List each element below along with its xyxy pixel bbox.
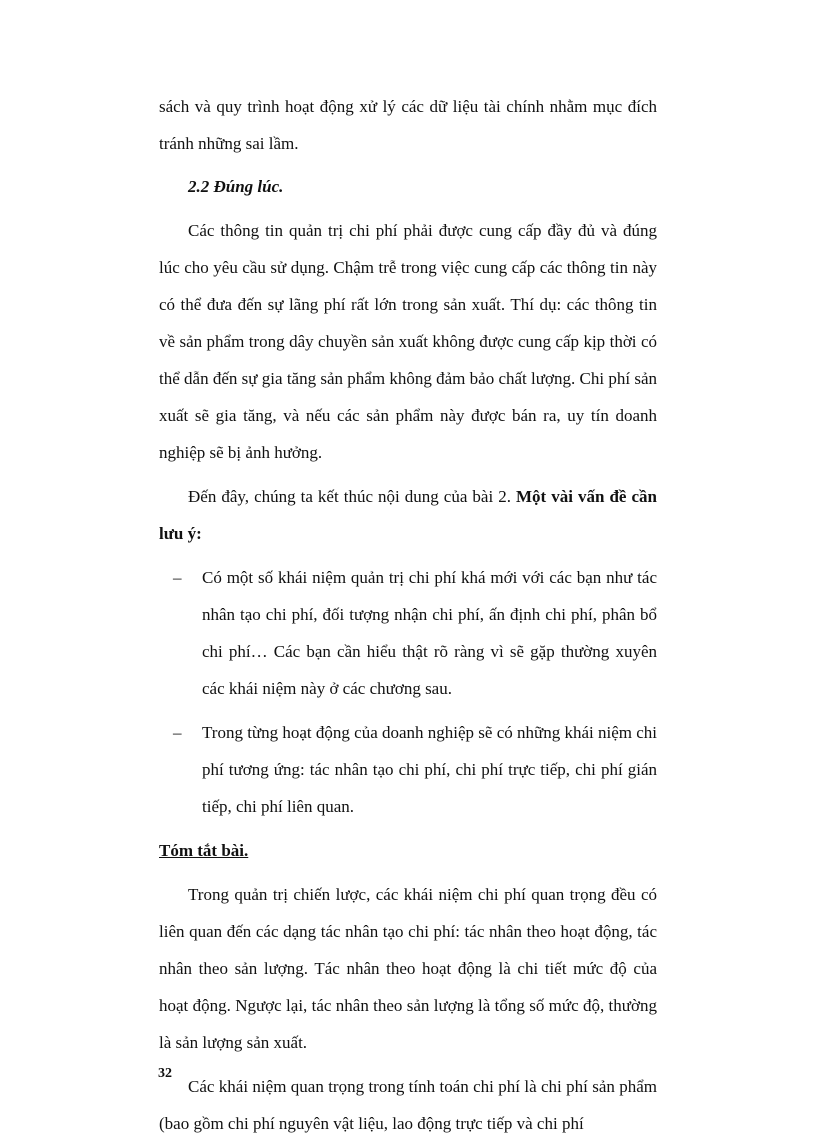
list-item	[159, 559, 657, 707]
dash-bullet: –	[173, 568, 182, 587]
page-number: 32	[158, 1066, 172, 1081]
conclusion-bold-text: Một vài vấn đề cần lưu ý:	[159, 487, 657, 543]
paragraph-conclusion	[159, 478, 657, 552]
dash-bullet: –	[173, 723, 182, 742]
page-body	[159, 88, 657, 1142]
notes-list	[159, 559, 657, 825]
section-heading: 2.2 Đúng lúc.	[188, 177, 284, 196]
paragraph-summary-2: Các khái niệm quan trọng trong tính toán chi phí là chi phí sản phẩm (bao gồm chi phí nguyên vật liệu, lao động trực tiếp và chi phí	[159, 1077, 657, 1133]
list-item	[159, 714, 657, 825]
paragraph-intro: sách và quy trình hoạt động xử lý các dữ liệu tài chính nhằm mục đích tránh những sai lầm.	[159, 97, 657, 153]
conclusion-text: Đến đây, chúng ta kết thúc nội dung của bài 2.	[188, 487, 511, 506]
list-item-text: Trong từng hoạt động của doanh nghiệp sẽ có những khái niệm chi phí tương ứng: tác nhân tạo chi phí, chi phí trực tiếp, chi phí gián tiếp, chi phí liên quan.	[202, 723, 658, 816]
paragraph-summary-1: Trong quản trị chiến lược, các khái niệm chi phí quan trọng đều có liên quan đến các dạng tác nhân tạo chi phí: tác nhân theo hoạt động, tác nhân theo sản lượng. Tác nhân theo hoạt động là chi tiết mức độ của hoạt động. Ngược lại, tác nhân theo sản lượng là tổng số mức độ, thường là sản lượng sản xuất.	[159, 885, 657, 1052]
paragraph-timely: Các thông tin quản trị chi phí phải được cung cấp đầy đủ và đúng lúc cho yêu cầu sử dụng. Chậm trễ trong việc cung cấp các thông tin này có thể đưa đến sự lãng phí rất lớn trong sản xuất. Thí dụ: các thông tin về sản phẩm trong dây chuyền sản xuất không được cung cấp kịp thời có thể dẫn đến sự gia tăng sản phẩm không đảm bảo chất lượng. Chi phí sản xuất sẽ gia tăng, và nếu các sản phẩm này được bán ra, uy tín doanh nghiệp sẽ bị ảnh hưởng.	[159, 221, 657, 462]
summary-title: Tóm tắt bài.	[159, 841, 249, 860]
list-item-text: Có một số khái niệm quản trị chi phí khá mới với các bạn như tác nhân tạo chi phí, đối tượng nhận chi phí, ấn định chi phí, phân bổ chi phí… Các bạn cần hiểu thật rõ ràng vì sẽ gặp thường xuyên các khái niệm này ở các chương sau.	[202, 568, 657, 698]
